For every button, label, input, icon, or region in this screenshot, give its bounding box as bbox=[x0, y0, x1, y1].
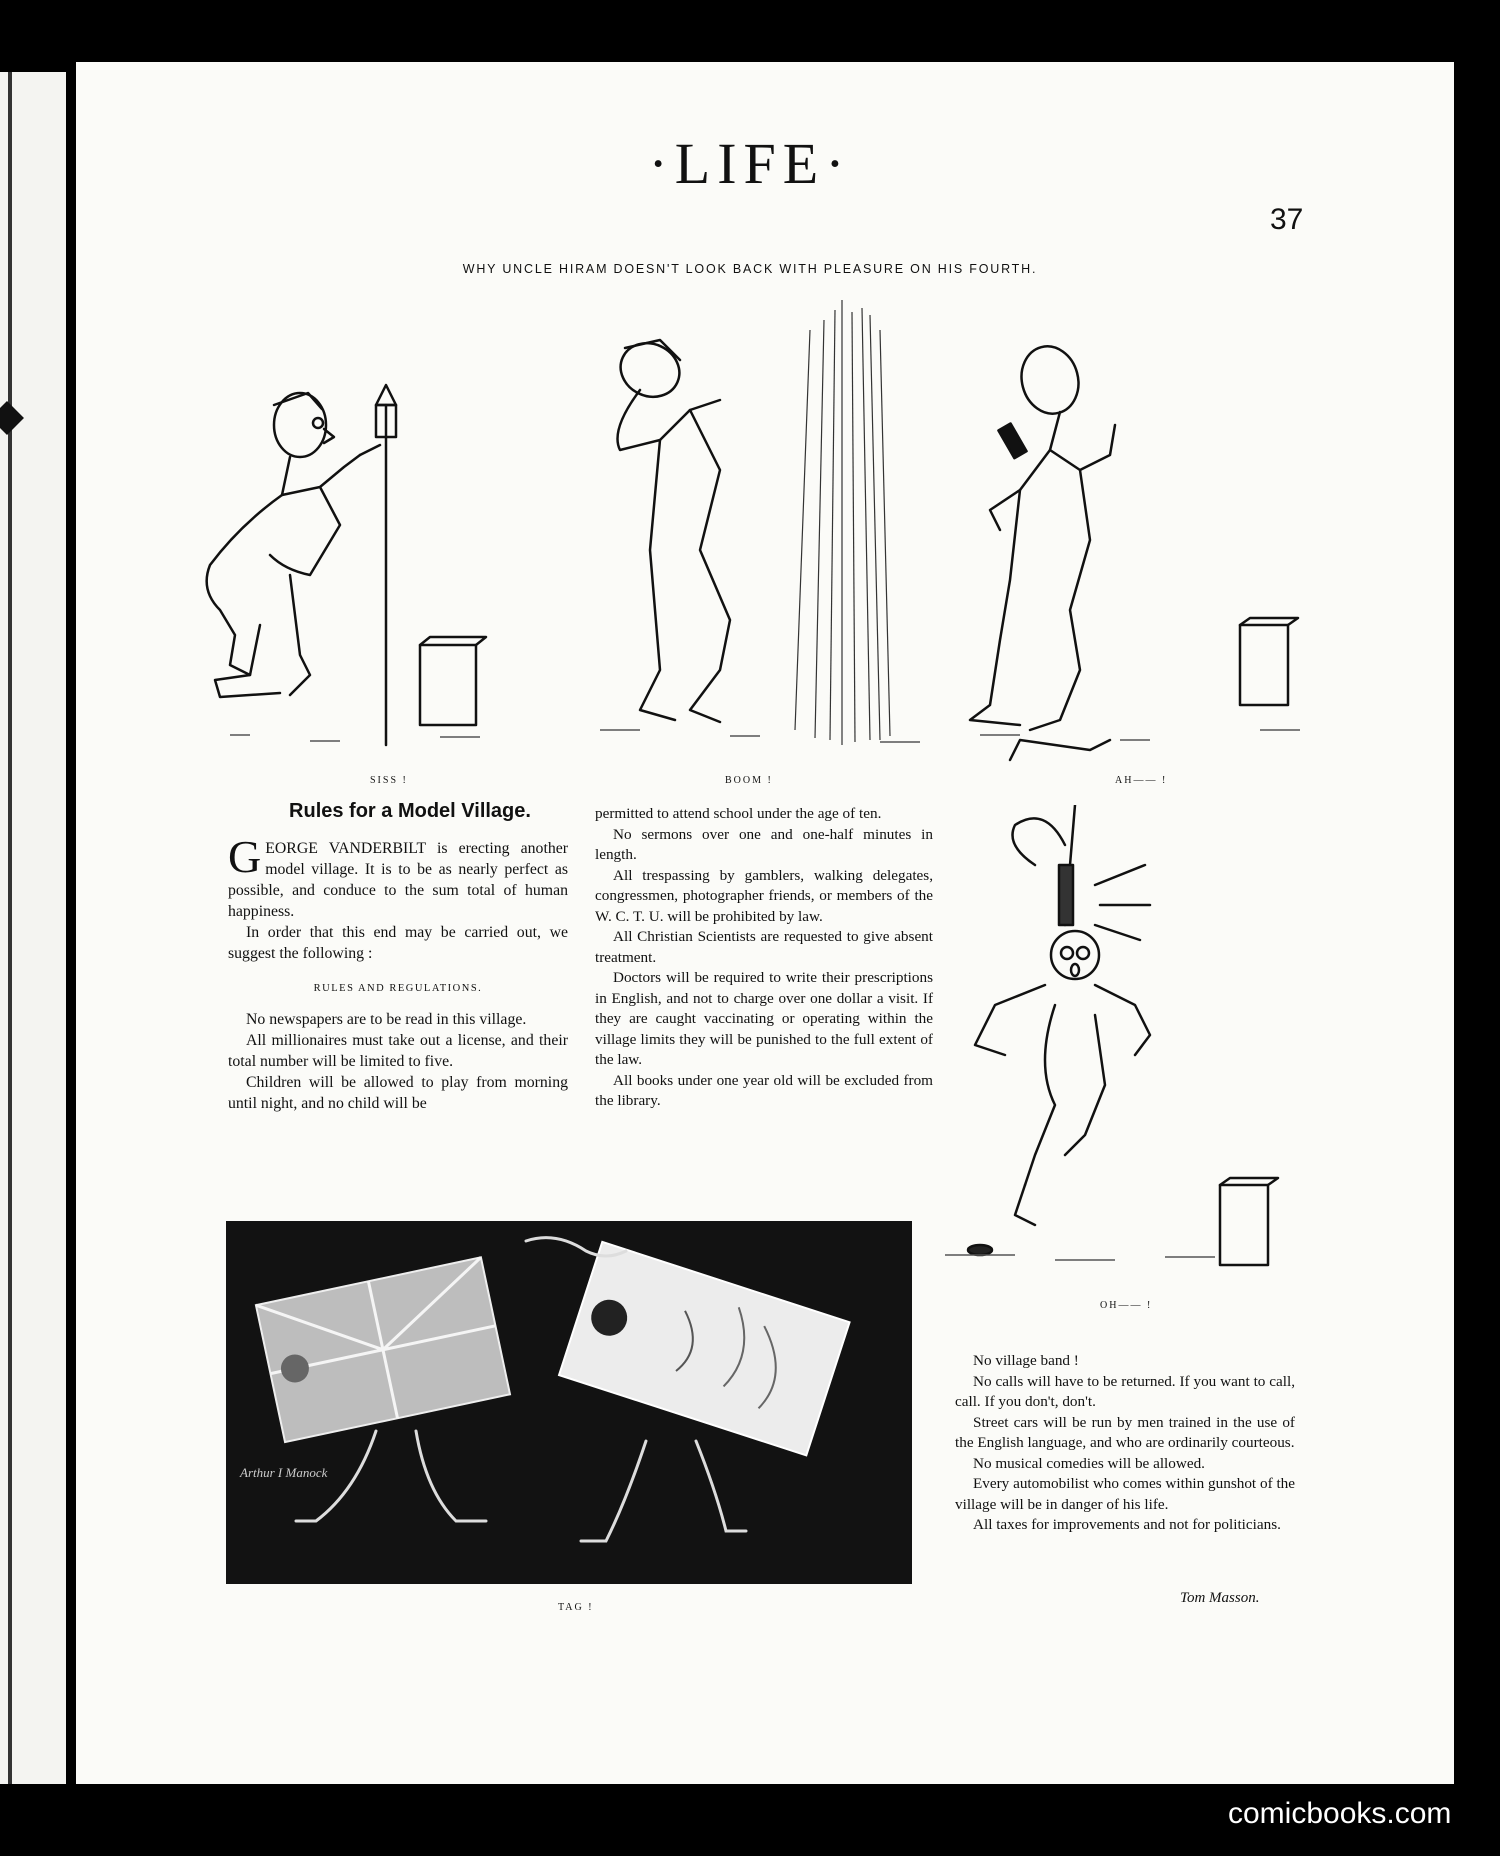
rule-paragraph: No musical comedies will be allowed. bbox=[973, 1454, 1205, 1472]
caption-tag: TAG ! bbox=[558, 1602, 594, 1613]
rule-paragraph: All books under one year old will be excluded from the library. bbox=[595, 1071, 933, 1109]
caption-ah: AH—— ! bbox=[1115, 775, 1168, 786]
diamond-ornament-icon bbox=[0, 401, 24, 435]
tag-photo bbox=[226, 1221, 912, 1584]
cartoon-panel-oh bbox=[935, 805, 1305, 1295]
drop-cap: G bbox=[228, 831, 262, 882]
rule-paragraph: No sermons over one and one-half minutes in length. bbox=[595, 825, 933, 863]
rule-paragraph: No village band ! bbox=[973, 1352, 1079, 1369]
rule-paragraph: Every automobilist who comes within gunshot of the village will be in danger of his life. bbox=[955, 1475, 1295, 1513]
cartoon-panel-siss bbox=[190, 375, 550, 770]
rule-paragraph: All trespassing by gamblers, walking delegates, congressmen, photographer friends, or members of the W. C. T. U. will be prohibited by law. bbox=[595, 866, 933, 925]
magazine-title: ·LIFE· bbox=[648, 131, 852, 196]
caption-oh: OH—— ! bbox=[1100, 1300, 1153, 1311]
rules-subhead: RULES AND REGULATIONS. bbox=[313, 983, 483, 994]
article-title: Rules for a Model Village. bbox=[289, 800, 531, 822]
previous-page-edge bbox=[0, 72, 66, 1784]
article-column-3 bbox=[955, 1351, 1295, 1536]
rule-paragraph: All millionaires must take out a license, and their total number will be limited to five. bbox=[228, 1032, 568, 1070]
rule-paragraph: No calls will have to be returned. If you want to call, call. If you don't, don't. bbox=[955, 1372, 1295, 1410]
rule-paragraph: Street cars will be run by men trained in the use of the English language, and who are ordinarily courteous. bbox=[955, 1413, 1295, 1451]
photo-signature: Arthur I Manock bbox=[240, 1465, 328, 1480]
lead-paragraph-2: In order that this end may be carried out, we suggest the following : bbox=[228, 924, 568, 962]
author-signature: Tom Masson. bbox=[1180, 1590, 1260, 1606]
rule-paragraph: All taxes for improvements and not for politicians. bbox=[973, 1516, 1281, 1533]
tag-photo-illustration bbox=[226, 1221, 912, 1584]
article-lead bbox=[228, 831, 568, 1114]
rule-paragraph: All Christian Scientists are requested to give absent treatment. bbox=[595, 928, 933, 966]
cartoon-panel-ah bbox=[960, 340, 1320, 770]
gutter-rule bbox=[8, 72, 12, 1784]
site-watermark: comicbooks.com bbox=[1228, 1797, 1452, 1830]
caption-siss: SISS ! bbox=[370, 775, 408, 786]
cartoon-panel-boom bbox=[580, 290, 960, 770]
page-number: 37 bbox=[1270, 203, 1304, 236]
lead-paragraph: EORGE VANDERBILT is erecting another model village. It is to be as nearly perfect as possible, and conduce to the sum total of human happiness. bbox=[228, 840, 568, 920]
rule-paragraph: Children will be allowed to play from morning until night, and no child will be bbox=[228, 1074, 568, 1112]
rule-paragraph: Doctors will be required to write their prescriptions in English, and not to charge over one dollar a visit. If they are caught vaccinating or operating within the village limits they will be punished to the full extent of the law. bbox=[595, 969, 933, 1068]
rule-paragraph: permitted to attend school under the age of ten. bbox=[595, 805, 882, 822]
cartoon-headline: WHY UNCLE HIRAM DOESN'T LOOK BACK WITH PLEASURE ON HIS FOURTH. bbox=[462, 262, 1038, 276]
rule-paragraph: No newspapers are to be read in this village. bbox=[246, 1011, 527, 1028]
article-column-2 bbox=[595, 804, 933, 1112]
caption-boom: BOOM ! bbox=[725, 775, 773, 786]
